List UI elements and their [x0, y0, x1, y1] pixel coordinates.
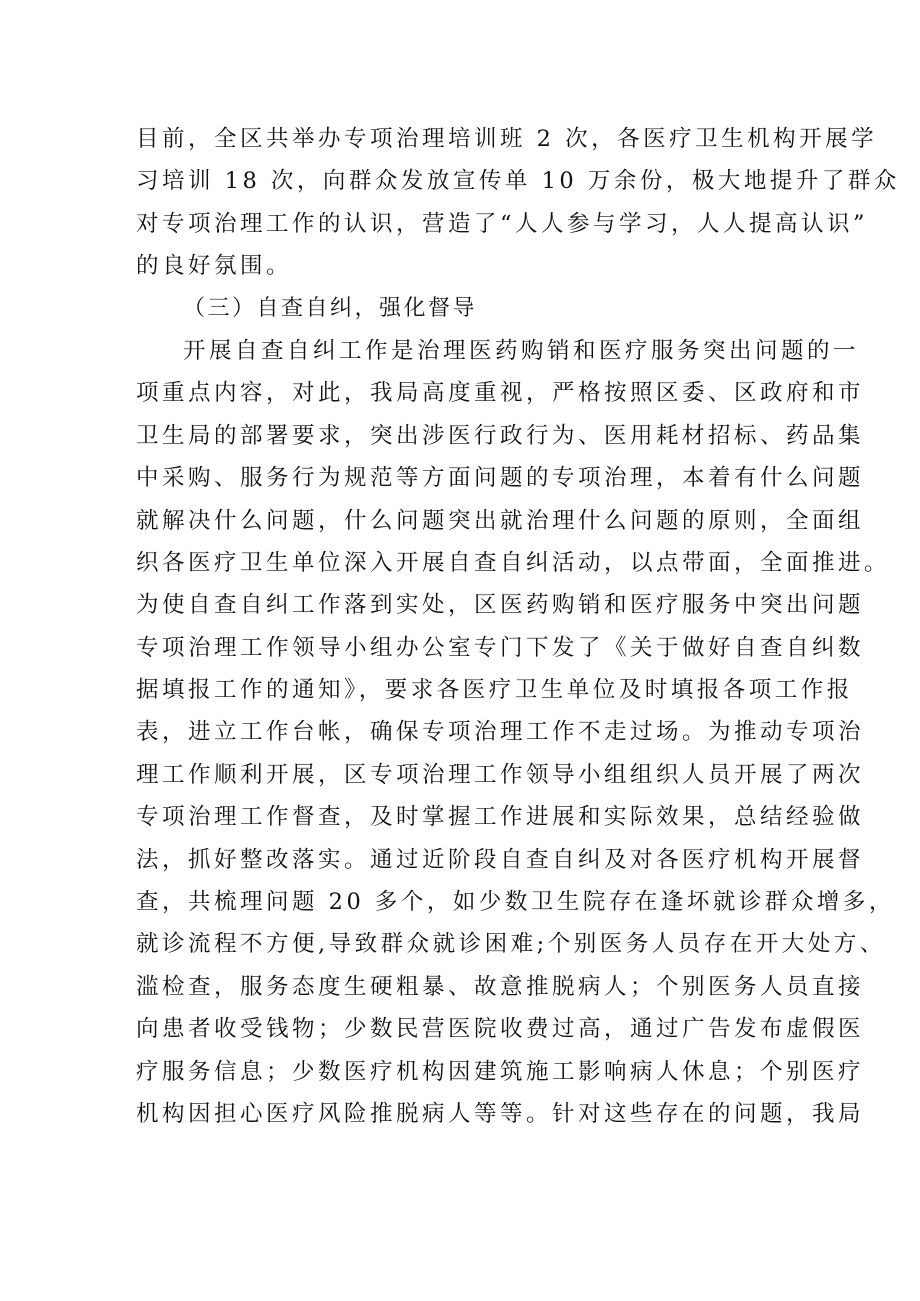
text-line: 项重点内容，对此，我局高度重视，严格按照区委、区政府和市 — [136, 380, 865, 407]
text-line: 机构因担心医疗风险推脱病人等等。针对这些存在的问题，我局 — [136, 1100, 865, 1127]
paragraph-1 — [136, 118, 900, 288]
text-line: 法，抓好整改落实。通过近阶段自查自纠及对各医疗机构开展督 — [136, 846, 865, 873]
text-line: 开展自查自纠工作是治理医药购销和医疗服务突出问题的一 — [183, 337, 860, 364]
text-line: 就解决什么问题，什么问题突出就治理什么问题的原则，全面组 — [136, 507, 865, 534]
text-line: 卫生局的部署要求，突出涉医行政行为、医用耗材招标、药品集 — [136, 422, 865, 449]
document-body — [136, 118, 900, 1135]
text-line: 表，进立工作台帐，确保专项治理工作不走过场。为推动专项治 — [136, 719, 865, 746]
paragraph-2 — [136, 330, 895, 1135]
text-line: 习培训 18 次，向群众发放宣传单 10 万余份，极大地提升了群众 — [136, 168, 900, 195]
text-line: 专项治理工作督查，及时掌握工作进展和实际效果，总结经验做 — [136, 804, 865, 831]
text-line: 为使自查自纠工作落到实处，区医药购销和医疗服务中突出问题 — [136, 592, 865, 619]
text-line: 理工作顺利开展，区专项治理工作领导小组组织人员开展了两次 — [136, 761, 865, 788]
text-line: 据填报工作的通知》，要求各医疗卫生单位及时填报各项工作报 — [136, 677, 853, 704]
text-line: 向患者收受钱物；少数民营医院收费过高，通过广告发布虚假医 — [136, 1016, 865, 1043]
text-line: 疗服务信息；少数医疗机构因建筑施工影响病人休息；个别医疗 — [136, 1058, 865, 1085]
text-line: 查，共梳理问题 20 多个，如少数卫生院存在逢坏就诊群众增多， — [136, 889, 895, 916]
text-line: 对专项治理工作的认识，营造了“人人参与学习，人人提高认识” — [136, 210, 869, 237]
text-line: 专项治理工作领导小组办公室专门下发了《关于做好自查自纠数 — [136, 634, 865, 661]
text-line: 的良好氛围。 — [136, 253, 293, 280]
text-line: 滥检查，服务态度生硬粗暴、故意推脱病人；个别医务人员直接 — [136, 973, 865, 1000]
section-heading: （三）自查自纠，强化督导 — [183, 295, 478, 321]
text-line: 目前，全区共举办专项治理培训班 2 次，各医疗卫生机构开展学 — [136, 126, 878, 152]
text-line: 就诊流程不方便,导致群众就诊困难;个别医务人员存在开大处方、 — [136, 931, 886, 958]
text-line: 中采购、服务行为规范等方面问题的专项治理，本着有什么问题 — [136, 465, 865, 492]
text-line: 织各医疗卫生单位深入开展自查自纠活动，以点带面，全面推进。 — [136, 549, 891, 576]
